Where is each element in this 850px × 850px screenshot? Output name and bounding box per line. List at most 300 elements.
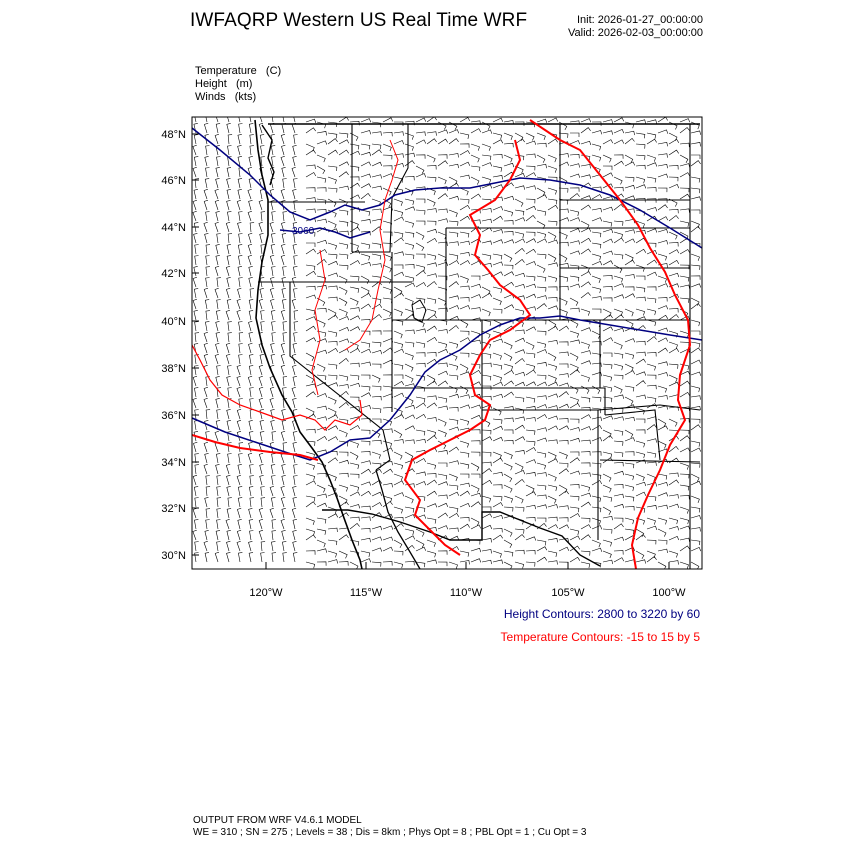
- wind-barb: [272, 333, 276, 343]
- wind-barb: [669, 480, 679, 485]
- wind-barb: [372, 209, 381, 213]
- wind-barb: [603, 173, 613, 177]
- wind-barb: [383, 526, 393, 530]
- wind-barb: [548, 382, 558, 386]
- wind-barb: [548, 375, 556, 382]
- wind-barb: [515, 470, 525, 474]
- wind-barb: [438, 155, 447, 159]
- wind-barb: [216, 332, 220, 342]
- wind-barb: [394, 210, 403, 216]
- wind-barb: [636, 381, 646, 386]
- wind-barb: [504, 210, 513, 216]
- wind-barb: [691, 507, 700, 512]
- wind-barb: [282, 288, 286, 298]
- wind-barb: [581, 463, 590, 467]
- wind-barb: [581, 440, 590, 444]
- wind-barb: [339, 298, 347, 306]
- wind-barb: [405, 364, 413, 372]
- wind-barb: [260, 288, 264, 298]
- wind-barb: [328, 437, 338, 441]
- wind-barb: [504, 353, 512, 361]
- wind-barb: [592, 397, 601, 402]
- wind-barb: [603, 166, 612, 170]
- wind-barb: [680, 392, 690, 397]
- wind-barb: [282, 541, 286, 551]
- wind-barb: [493, 240, 503, 244]
- wind-barb: [281, 497, 285, 507]
- wind-barb: [625, 474, 634, 480]
- wind-barb: [471, 144, 480, 151]
- wind-barb: [614, 462, 623, 466]
- wind-barb: [339, 317, 349, 321]
- wind-barb: [217, 234, 221, 244]
- wind-barb: [271, 541, 275, 551]
- wind-barb: [238, 222, 242, 232]
- wind-barb: [625, 287, 634, 291]
- wind-barb: [581, 309, 590, 316]
- wind-barb: [217, 498, 221, 507]
- wind-barb: [537, 239, 547, 243]
- longitude-tick-label: 100°W: [652, 587, 686, 599]
- latitude-tick-label: 48°N: [161, 129, 186, 141]
- wind-barb: [394, 481, 404, 485]
- wind-barb: [691, 348, 701, 353]
- wind-barb: [383, 547, 393, 551]
- wind-barb: [614, 494, 624, 498]
- wind-barb: [537, 210, 546, 216]
- wind-barb: [548, 276, 557, 282]
- longitude-tick-label: 110°W: [449, 587, 483, 599]
- wind-barb: [416, 243, 424, 251]
- wind-barb: [427, 309, 436, 315]
- wind-barb: [306, 243, 315, 247]
- wind-barb: [372, 162, 382, 166]
- wind-barb: [548, 538, 558, 542]
- wind-barb: [204, 123, 208, 133]
- wind-barb: [282, 464, 286, 474]
- wind-barb: [339, 485, 348, 492]
- wind-barb: [526, 186, 536, 190]
- latitude-tick-label: 40°N: [161, 316, 186, 328]
- wind-barb: [471, 463, 479, 471]
- wind-barb: [581, 535, 591, 540]
- wind-barb: [592, 452, 601, 456]
- wind-barb: [361, 386, 370, 391]
- wind-barb: [339, 210, 348, 215]
- wind-barb: [372, 430, 380, 438]
- wind-barb: [260, 420, 264, 430]
- wind-barb: [361, 131, 371, 135]
- wind-barb: [658, 229, 668, 233]
- wind-barb: [372, 364, 381, 368]
- wind-barb: [372, 537, 382, 541]
- wind-barb: [592, 144, 601, 150]
- wind-barb: [281, 343, 285, 353]
- wind-barb: [227, 167, 231, 177]
- wind-barb: [372, 132, 382, 136]
- wind-barb: [271, 343, 275, 353]
- wind-barb: [581, 119, 591, 123]
- wind-barb: [361, 538, 371, 542]
- wind-barb: [449, 394, 459, 398]
- wind-barb: [249, 343, 253, 353]
- wind-barb: [482, 209, 492, 213]
- wind-barb: [193, 145, 197, 155]
- wind-barb: [647, 526, 657, 530]
- wind-barb: [405, 507, 414, 513]
- wind-barb: [581, 293, 591, 299]
- wind-barb: [281, 255, 285, 265]
- wind-barb: [438, 194, 448, 199]
- wind-barb: [293, 431, 297, 441]
- wind-barb: [383, 155, 392, 159]
- wind-barb: [317, 122, 326, 128]
- wind-barb: [350, 523, 360, 529]
- wind-barb: [416, 118, 426, 122]
- wind-barb: [526, 485, 534, 493]
- wind-barb: [261, 498, 265, 507]
- wind-barb: [281, 244, 285, 254]
- wind-barb: [438, 320, 447, 325]
- wind-barb: [515, 232, 524, 238]
- wind-barb: [614, 518, 623, 522]
- wind-barb: [504, 196, 514, 200]
- wind-barb: [691, 496, 699, 503]
- wind-barb: [647, 120, 657, 124]
- wind-barb: [603, 131, 613, 135]
- wind-barb: [261, 157, 265, 166]
- wind-barb: [372, 375, 380, 383]
- wind-barb: [570, 331, 579, 338]
- wind-barb: [193, 200, 197, 210]
- wind-barb: [449, 492, 459, 496]
- wind-barb: [438, 219, 448, 223]
- wind-barb: [647, 353, 656, 357]
- wind-barb: [394, 141, 404, 145]
- wind-barb: [482, 514, 492, 518]
- wind-barb: [680, 276, 689, 282]
- wind-barb: [680, 221, 689, 227]
- wind-barb: [383, 429, 392, 433]
- wind-barb: [493, 515, 503, 519]
- wind-barb: [581, 562, 590, 568]
- wind-barb: [271, 244, 275, 254]
- wind-barb: [259, 123, 263, 133]
- wind-barb: [493, 254, 502, 260]
- wind-barb: [405, 265, 414, 269]
- wind-barb: [394, 540, 402, 548]
- wind-barb: [271, 497, 275, 507]
- wind-barb: [680, 194, 690, 199]
- wind-barb: [416, 221, 425, 225]
- wind-barb: [328, 261, 338, 265]
- wind-barb: [405, 276, 414, 282]
- wind-barb: [581, 165, 591, 169]
- wind-barb: [614, 452, 623, 457]
- wind-barb: [603, 120, 613, 124]
- wind-barb: [272, 322, 276, 332]
- wind-barb: [482, 287, 490, 295]
- wind-barb: [592, 548, 602, 552]
- wind-barb: [603, 364, 612, 369]
- wind-barb: [449, 282, 459, 287]
- wind-barb: [614, 395, 624, 399]
- wind-barb: [680, 265, 689, 269]
- wind-barb: [227, 530, 231, 540]
- wind-barb: [250, 135, 254, 144]
- wind-barb: [493, 339, 503, 343]
- wind-barb: [361, 219, 371, 223]
- wind-barb: [570, 397, 579, 404]
- wind-barb: [205, 530, 209, 540]
- wind-barb: [581, 427, 591, 431]
- wind-barb: [361, 152, 371, 156]
- wind-barb: [526, 206, 536, 210]
- wind-barb: [405, 561, 414, 565]
- wind-barb: [238, 244, 242, 254]
- wind-barb: [471, 502, 481, 507]
- wind-barb: [636, 419, 645, 423]
- wind-barb: [449, 296, 459, 300]
- great-salt-lake: [412, 300, 426, 322]
- wind-barb: [361, 349, 371, 353]
- wind-barb: [328, 199, 336, 207]
- wind-barb: [361, 243, 370, 249]
- wind-barb: [294, 179, 298, 189]
- wind-barb: [292, 167, 296, 177]
- wind-barb: [394, 393, 404, 397]
- wind-barb: [372, 186, 382, 190]
- wind-barb: [636, 359, 646, 364]
- wind-barb: [438, 562, 447, 566]
- model-config: WE = 310 ; SN = 275 ; Levels = 38 ; Dis = 8km ; Phys Opt = 8 ; PBL Opt = 1 ; Cu Opt = 3: [193, 827, 587, 838]
- wind-barb: [416, 271, 426, 276]
- height-contour-legend: Height Contours: 2800 to 3220 by 60: [503, 607, 700, 621]
- wind-barb: [537, 557, 547, 562]
- wind-barb: [227, 277, 231, 287]
- wind-barb: [193, 475, 197, 485]
- wind-barb: [515, 218, 525, 222]
- wind-barb: [328, 150, 338, 155]
- wind-barb: [215, 200, 219, 210]
- wind-barb: [460, 405, 470, 409]
- wind-barb: [306, 188, 315, 192]
- wind-barb: [460, 188, 468, 195]
- wind-barb: [271, 145, 275, 155]
- wind-barb: [283, 553, 287, 562]
- wind-barb: [260, 189, 264, 199]
- wind-barb: [449, 210, 457, 217]
- wind-barb: [614, 471, 624, 475]
- latitude-axis: [161, 129, 199, 562]
- wind-barb: [537, 438, 547, 442]
- wind-barb: [614, 484, 623, 488]
- wind-barb: [206, 212, 210, 222]
- wind-barb: [493, 426, 503, 430]
- wind-barb: [658, 154, 668, 158]
- wind-barb: [427, 229, 437, 233]
- wind-barb: [339, 150, 349, 155]
- wind-barb: [204, 398, 208, 408]
- wind-barb: [239, 333, 243, 342]
- wind-barb: [680, 128, 690, 134]
- wind-barb: [548, 452, 556, 459]
- wind-barb: [680, 155, 688, 163]
- wind-barb: [317, 177, 326, 183]
- wind-barb: [226, 310, 230, 320]
- wind-barb: [239, 124, 243, 134]
- wind-barb: [493, 133, 502, 139]
- wind-barb: [237, 508, 241, 518]
- wind-barb: [449, 196, 459, 200]
- wind-barb: [306, 502, 316, 507]
- wind-barb: [658, 117, 668, 122]
- wind-barb: [570, 536, 580, 540]
- wind-barb: [647, 462, 656, 466]
- wind-barb: [306, 463, 315, 470]
- wind-barb: [603, 140, 613, 144]
- wind-barb: [195, 542, 199, 552]
- wind-barb: [306, 518, 314, 525]
- wind-barb: [614, 342, 622, 349]
- wind-barb: [405, 330, 414, 334]
- wind-barb: [438, 363, 447, 367]
- wind-barb: [614, 238, 624, 243]
- wind-barb: [559, 419, 568, 423]
- wind-barb: [216, 211, 220, 221]
- longitude-tick-label: 120°W: [249, 587, 283, 599]
- wind-barb: [226, 354, 230, 364]
- wind-barb: [537, 342, 546, 348]
- wind-barb: [537, 287, 546, 292]
- wind-barb: [228, 322, 232, 331]
- wind-barb: [460, 144, 469, 148]
- wind-barb: [614, 353, 623, 359]
- wind-barb: [603, 540, 612, 546]
- wind-barb: [227, 189, 231, 199]
- wind-barb: [537, 232, 546, 238]
- wind-barb: [249, 310, 253, 320]
- wind-barb: [460, 561, 470, 565]
- wind-barb: [350, 474, 359, 478]
- wind-barb: [449, 408, 458, 412]
- wind-barb: [504, 551, 513, 556]
- wind-barb: [647, 496, 656, 501]
- wind-barb: [603, 239, 613, 243]
- wind-barb: [614, 221, 623, 226]
- wind-barb: [570, 154, 579, 158]
- wind-barb: [482, 469, 492, 474]
- wind-barb: [317, 250, 327, 255]
- wind-barb: [526, 441, 535, 446]
- wind-barb: [460, 320, 468, 328]
- wind-barb: [405, 426, 415, 430]
- wind-barb: [394, 562, 403, 568]
- wind-barb: [526, 232, 535, 236]
- wind-barb: [282, 299, 286, 309]
- wind-barb: [339, 551, 347, 558]
- wind-barb: [350, 166, 359, 171]
- wind-barb: [680, 430, 689, 434]
- wind-barb: [383, 174, 393, 178]
- wind-barb: [570, 529, 579, 535]
- wind-barb: [383, 221, 392, 227]
- wind-barb: [317, 503, 327, 507]
- wind-barb: [592, 208, 602, 212]
- wind-barb: [239, 212, 243, 222]
- wind-barb: [216, 167, 220, 177]
- wind-barb: [272, 212, 276, 222]
- wind-barb: [416, 140, 426, 144]
- wind-barb: [272, 157, 276, 167]
- wind-barb: [647, 337, 657, 343]
- wind-barb: [460, 353, 469, 357]
- wind-barb: [427, 315, 437, 320]
- wind-barb: [339, 162, 349, 166]
- wind-barb: [570, 364, 578, 371]
- wind-barb: [259, 508, 263, 518]
- wind-barb: [504, 143, 513, 147]
- wind-barb: [570, 496, 579, 501]
- wind-barb: [372, 548, 382, 552]
- wind-barb: [658, 130, 668, 134]
- wind-barb: [438, 139, 448, 144]
- wind-barb: [394, 375, 403, 379]
- wind-barb: [625, 430, 633, 438]
- wind-barb: [449, 130, 459, 134]
- wind-barb: [416, 547, 426, 551]
- wind-barb: [526, 249, 536, 254]
- wind-barb: [293, 541, 297, 551]
- wind-barb: [614, 129, 624, 133]
- wind-barb: [306, 286, 315, 290]
- wind-barb: [293, 343, 297, 353]
- wind-barb: [493, 485, 502, 489]
- wind-barb: [460, 232, 469, 238]
- wind-barb: [449, 447, 459, 452]
- wind-barb: [394, 320, 403, 325]
- wind-barb: [669, 273, 679, 277]
- wind-barb: [427, 463, 436, 469]
- wind-barb: [504, 463, 512, 470]
- wind-barb: [471, 485, 479, 493]
- wind-barb: [526, 215, 536, 221]
- wind-barb: [250, 410, 254, 419]
- wind-barb: [339, 186, 349, 190]
- wind-barb: [603, 155, 611, 162]
- wind-barb: [537, 463, 546, 469]
- wind-barb: [438, 232, 446, 239]
- wind-barb: [614, 441, 623, 446]
- wind-barb: [680, 250, 690, 255]
- wind-barb: [438, 209, 447, 213]
- wind-barb: [227, 299, 231, 309]
- wind-barb: [195, 256, 199, 266]
- wind-barb: [504, 254, 512, 262]
- wind-barb: [570, 276, 579, 281]
- wind-barb: [328, 375, 337, 380]
- wind-barb: [493, 419, 502, 424]
- wind-barb: [383, 287, 392, 294]
- wind-barb: [427, 353, 436, 357]
- wind-barb: [471, 166, 480, 171]
- wind-barb: [350, 261, 360, 266]
- wind-barb: [471, 284, 481, 288]
- wind-barb: [405, 199, 414, 205]
- wind-barb: [515, 562, 524, 568]
- wind-barb: [669, 184, 679, 188]
- wind-barb: [625, 417, 635, 421]
